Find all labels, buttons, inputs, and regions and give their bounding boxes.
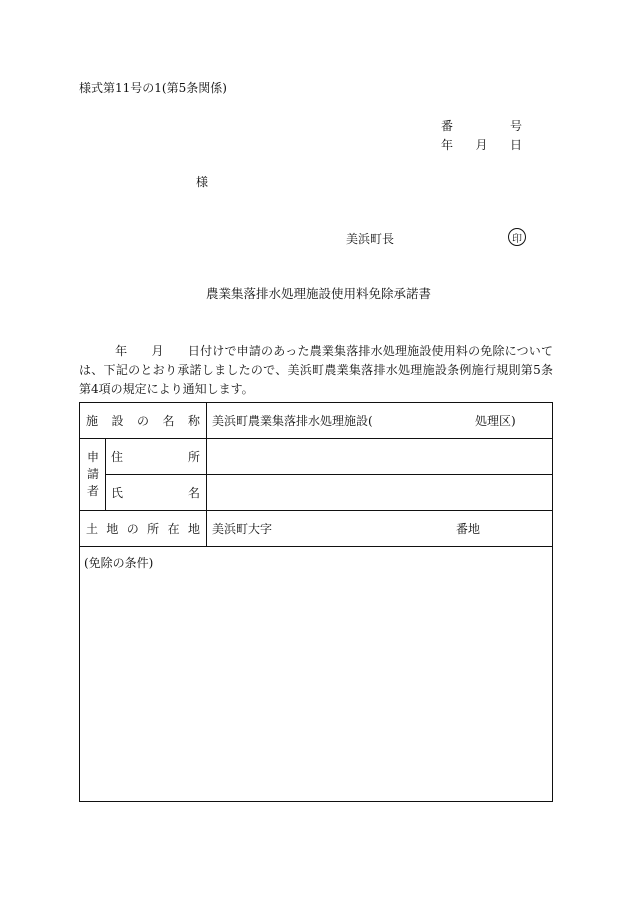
conditions-label: (免除の条件) (84, 556, 154, 570)
document-title: 農業集落排水処理施設使用料免除承諾書 (206, 286, 432, 301)
date-day: 日 (509, 138, 522, 152)
number-ban: 番 (441, 119, 454, 133)
form-table (79, 402, 553, 802)
address-label: 住 所 (111, 450, 200, 464)
date-month: 月 (475, 138, 488, 152)
number-go: 号 (509, 119, 522, 133)
land-location-suffix: 番地 (456, 522, 481, 536)
facility-name-label: 施 設 の 名 称 (86, 414, 200, 428)
land-location-value: 美浜町大字 (212, 522, 273, 536)
land-location-label: 土 地 の 所 在 地 (86, 522, 200, 536)
form-number-label: 様式第11号の1(第5条関係) (79, 81, 227, 95)
facility-name-suffix: 処理区) (475, 414, 516, 428)
date-year: 年 (441, 138, 454, 152)
body-paragraph (79, 342, 553, 399)
addressee-honorific: 様 (196, 175, 209, 189)
applicant-label: 申 請 者 (86, 450, 99, 498)
body-month: 月 (151, 344, 164, 358)
document-date-line (441, 139, 522, 151)
issuer-title: 美浜町長 (346, 232, 395, 246)
body-text: 日付けで申請のあった農業集落排水処理施設使用料の免除については、下記のとおり承諾しましたので、美浜町農業集落排水処理施設条例施行規則第5条第4項の規定により通知します。 (79, 344, 553, 396)
facility-name-value: 美浜町農業集落排水処理施設( (212, 414, 373, 428)
seal-icon: 印 (508, 228, 526, 246)
name-label: 氏 名 (111, 486, 200, 500)
document-number-line (441, 120, 522, 132)
body-year: 年 (115, 344, 128, 358)
